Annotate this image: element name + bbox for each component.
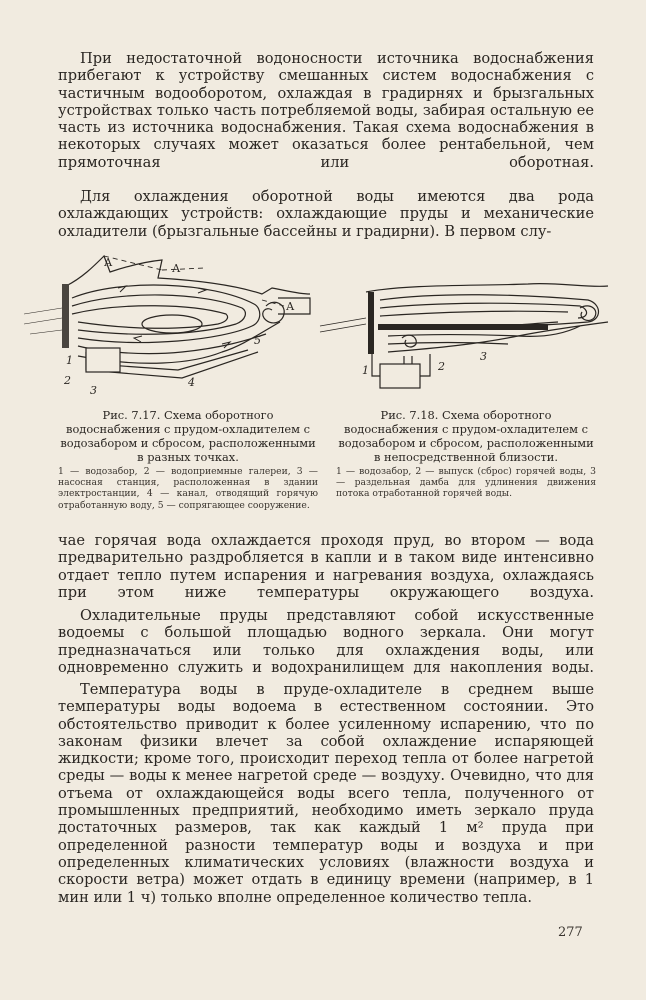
- central-eddy: [142, 315, 202, 333]
- figure-7-17-legend: 1 — водозабор, 2 — водоприемные галереи, 3 — насосная станция, расположенная в здании электростанции, 4 — канал, отводящий горячую отработанную воду, 5 — сопрягающее сооружение.: [58, 466, 318, 511]
- left-eddy: [402, 335, 416, 347]
- intake-dam: [368, 292, 374, 354]
- label-a-top: А: [172, 262, 181, 275]
- intake-dam: [62, 284, 69, 348]
- flow-line: [72, 306, 228, 329]
- pond-shoreline: [66, 256, 310, 363]
- label-2: 2: [438, 360, 445, 373]
- paragraph-cooling-devices: Для охлаждения оборотной воды имеются два рода охлаждающих устройств: охлаждающие пруды и механические охладители (брызгальные бассейны и градирни). В первом слу-: [58, 188, 594, 240]
- flow-line: [380, 295, 599, 326]
- pump-station: [380, 364, 420, 388]
- paragraph-pond-temperature: Температура воды в пруде-охладителе в среднем выше температуры воды водоема в естественном состоянии. Это обстоятельство приводит к более усиленному испарению, что по законам физики влечет за собой охлаждение испаряющей жидкости; кроме того, происходит переход тепла от более нагретой среды — воды к менее нагретой среде — воздуху. Очевидно, что для отъема от охлаждающейся воды всего тепла, полученного от промышленных предприятий, необходимо иметь зеркало пруда достаточных размеров, так как каждый 1 м² пруда при определенной разности температур воды и воздуха и при определенных климатических условиях (влажности воздуха и скорости ветра) может отдать в единицу времени (например, в 1 мин или 1 ч) только вполне определенное количество тепла.: [58, 681, 594, 906]
- label-a-right: А: [286, 300, 295, 313]
- right-eddy: [580, 306, 596, 321]
- label-5: 5: [254, 334, 261, 347]
- label-a-left: А: [104, 256, 113, 269]
- label-3: 3: [480, 350, 487, 363]
- label-3: 3: [90, 384, 97, 397]
- paragraph-cooling-explanation: чае горячая вода охлаждается проходя пруд, во втором — вода предварительно раздробляется в капли и в таком виде интенсивно отдает тепло путем испарения и нагревания воздуха, охлаждаясь при этом ниже температуры окружающего воздуха.: [58, 532, 594, 601]
- figure-7-17-diagram: [22, 248, 322, 403]
- pump-station: [86, 348, 120, 372]
- flow-line: [380, 303, 587, 318]
- pond-shoreline: [366, 284, 608, 352]
- flow-line: [388, 343, 508, 345]
- label-1: 1: [66, 354, 73, 367]
- label-1: 1: [362, 364, 369, 377]
- label-4: 4: [188, 376, 195, 389]
- paragraph-mixed-systems: При недостаточной водоносности источника водоснабжения прибегают к устройству смешанных систем водоснабжения с частичным водооборотом, охлаждая в градирнях и брызгальных устройствах только часть потребляемой воды, забирая остальную ее часть из источника водоснабжения. Такая схема водоснабжения в некоторых случаях может оказаться более рентабельной, чем прямоточная или оборотная.: [58, 50, 594, 171]
- label-2: 2: [64, 374, 71, 387]
- page-number: 277: [558, 925, 583, 940]
- paragraph-cooling-ponds: Охладительные пруды представляют собой искусственные водоемы с большой площадью водного зеркала. Они могут предназначаться или только для охлаждения воды, или одновременно служить и водохранилищем для накопления воды.: [58, 607, 594, 676]
- flow-line: [380, 311, 568, 316]
- figure-7-18-diagram: [318, 272, 614, 402]
- figure-7-17-caption: Рис. 7.17. Схема оборотного водоснабжения с прудом-охладителем с водозабором и сбросом, расположенными в разных точках.: [60, 408, 316, 464]
- figure-7-18-caption: Рис. 7.18. Схема оборотного водоснабжения с прудом-охладителем с водозабором и сбросом, расположенными в непосредственной близости.: [338, 408, 594, 464]
- figure-7-18-legend: 1 — водозабор, 2 — выпуск (сброс) горячей воды, 3 — раздельная дамба для удлинения движения потока отработанной горячей воды.: [336, 466, 596, 500]
